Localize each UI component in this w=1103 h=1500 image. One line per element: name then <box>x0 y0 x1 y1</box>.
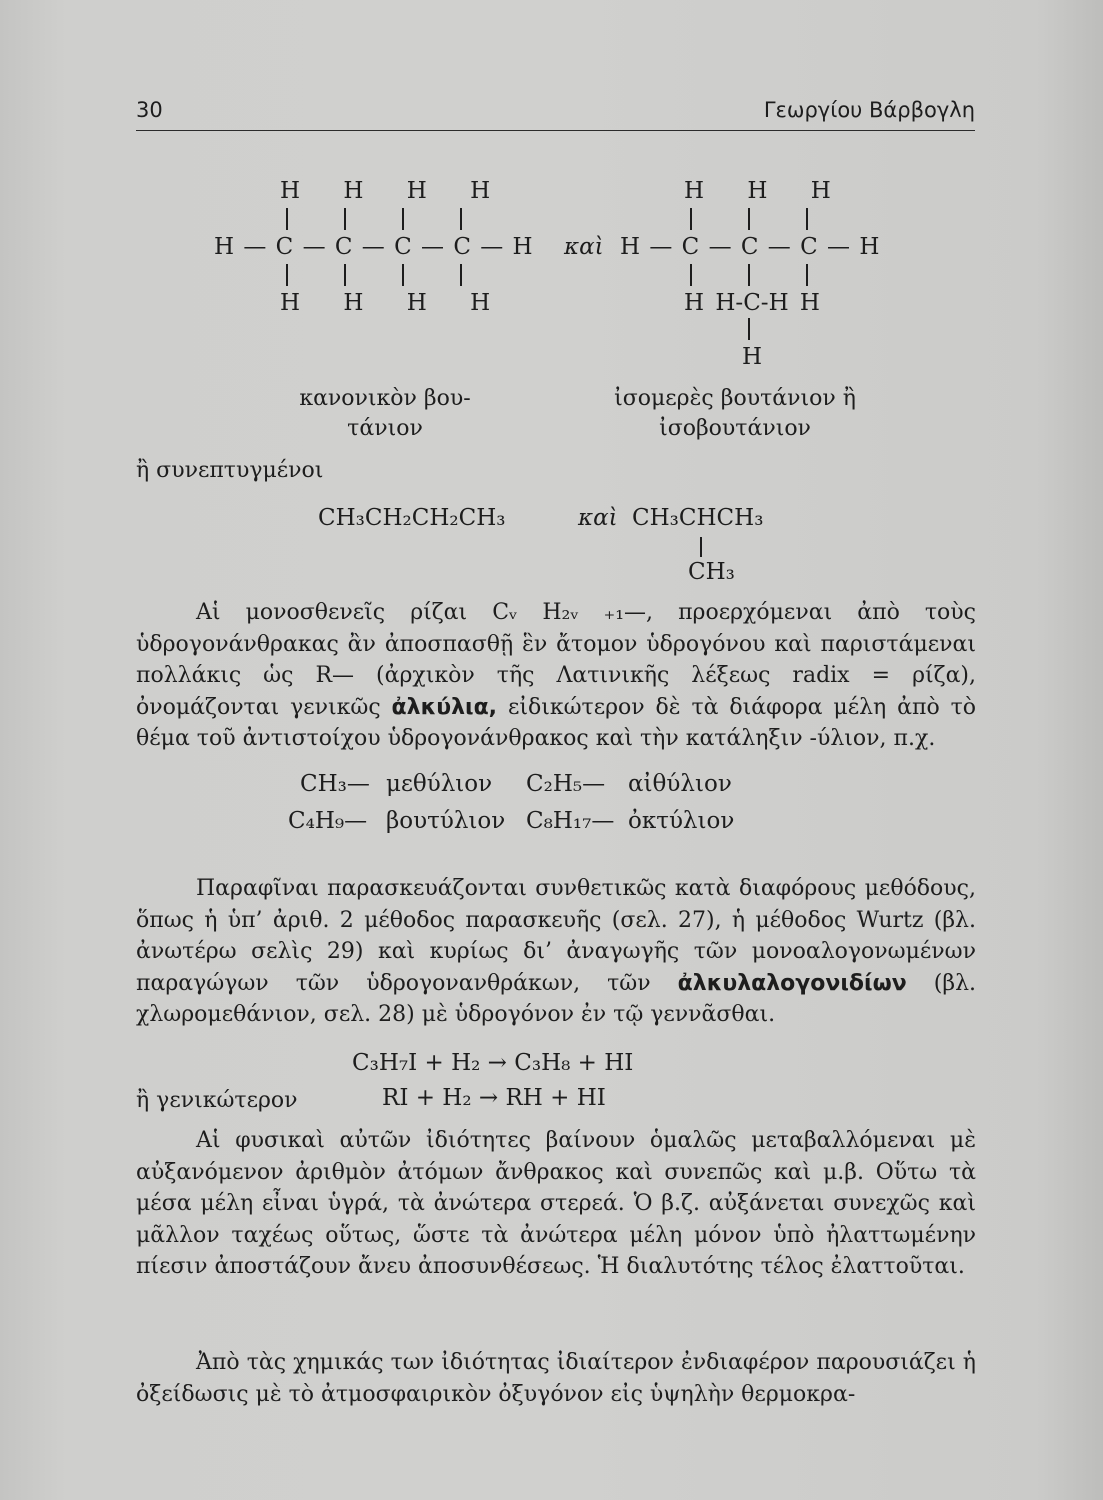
paragraph-text: (βλ. χλωρομεθάνιον, σελ. 28) μὲ ὑδρογόνον ἐν τῷ γεννᾶσθαι. <box>136 970 977 1027</box>
bond-line <box>806 208 808 230</box>
running-title: Γεωργίου Βάρβογλη <box>763 98 975 122</box>
isobutane-branch: CH₃ <box>688 559 735 585</box>
bond-line <box>286 208 288 230</box>
bond-line <box>344 208 346 230</box>
bond-line <box>460 264 462 286</box>
bond-line <box>700 537 702 557</box>
bond-line <box>286 264 288 286</box>
alkyl-name: αἰθύλιον <box>628 771 732 797</box>
condensed-joiner: καὶ <box>578 505 618 531</box>
paragraph-text: εἰδικώτερον δὲ τὰ διάφορα μέλη ἀπὸ τὸ θέμα τοῦ ἀντιστοίχου ὑδρογονάνθρακος καὶ τὴν κατάληξιν -ύλιον, π.χ. <box>136 694 976 751</box>
alkyl-formula: C₄H₉— <box>288 808 368 834</box>
alkyl-formula: CH₃— <box>300 771 370 797</box>
isobutane-top-hydrogens: H H H <box>684 178 831 204</box>
isobutane-bottom-row: H H-C-H H <box>684 290 820 316</box>
alkyl-name: ὀκτύλιον <box>628 808 735 834</box>
alkyl-name: μεθύλιον <box>386 771 493 797</box>
reaction-equation-1: C₃H₇I + H₂ → C₃H₈ + HI <box>352 1050 634 1076</box>
alkyl-formula: C₂H₅— <box>526 771 606 797</box>
paragraph-physical-properties <box>136 1125 976 1283</box>
alkyl-name: βουτύλιον <box>386 808 506 834</box>
bond-line <box>402 264 404 286</box>
paragraph-chemical-properties <box>136 1347 976 1410</box>
bond-line <box>402 208 404 230</box>
bond-line <box>344 264 346 286</box>
condensed-label: ἢ συνεπτυγμένοι <box>136 458 324 483</box>
isobutane-carbon-chain: H — C — C — C — H <box>620 234 880 260</box>
page-number: 30 <box>136 98 163 122</box>
bold-term: ἀλκύλια, <box>391 694 498 720</box>
paragraph-text: Παραφῖναι παρασκευάζονται συνθετικῶς κατὰ διαφόρους μεθόδους, ὅπως ἡ ὑπ’ ἀριθ. 2 μέθοδος παρασκευῆς (σελ. 27), ἡ μέθοδος Wurtz (βλ. ἀνωτέρω σελὶς 29) καὶ κυρίως δι’ ἀναγωγῆς τῶν μονοαλογονωμένων παραγώγων τῶν ὑδρογονανθράκων, τῶν <box>136 876 976 996</box>
isobutane-caption <box>600 384 870 444</box>
isobutane-branch-hydrogen: H <box>742 344 763 370</box>
bond-line <box>748 264 750 286</box>
bond-line <box>690 264 692 286</box>
caption-line: κανονικὸν βου- <box>299 386 471 411</box>
paragraph-text: Αἱ φυσικαὶ αὐτῶν ἰδιότητες βαίνουν ὁμαλῶς μεταβαλλόμεναι μὲ αὐξανόμενον ἀριθμὸν ἀτόμων ἄνθρακος καὶ συνεπῶς καὶ μ.β. Οὕτω τὰ μέσα μέλη εἶναι ὑγρά, τὰ ἀνώτερα στερεά. Ὁ β.ζ. αὐξάνεται συνεχῶς καὶ μᾶλλον ταχέως οὕτως, ὥστε τὰ ἀνώτερα μέλη μόνον ὑπὸ ἠλαττωμένην πίεσιν ἀποστάζουν ἄνευ ἀποσυνθέσεως. Ἡ διαλυτότης τέλος ἐλαττοῦται. <box>136 1128 976 1279</box>
paragraph-text: Ἀπὸ τὰς χημικάς των ἰδιότητας ἰδιαίτερον ἐνδιαφέρον παρουσιάζει ἡ ὀξείδωσις μὲ τὸ ἀτμοσφαιρικὸν ὀξυγόνον εἰς ὑψηλὴν θερμοκρα- <box>136 1350 976 1407</box>
reaction-equation-2: RI + H₂ → RH + HI <box>382 1085 606 1111</box>
butane-carbon-chain: H — C — C — C — C — H <box>214 234 533 260</box>
paragraph-preparation <box>136 873 976 1031</box>
paragraph-text: Αἱ μονοσθενεῖς ρίζαι Cᵥ H₂ᵥ ₊₁—, προερχόμεναι ἀπὸ τοὺς ὑδρογονάνθρακας ἂν ἀποσπασθῇ ἓν ἄτομον ὑδρογόνου καὶ παριστάμεναι πολλάκις ὡς R— (ἀρχικὸν τῆς Λατινικῆς λέξεως radix = ρίζα), ὀνομάζονται γενικῶς <box>136 600 976 720</box>
bond-line <box>748 208 750 230</box>
paragraph-alkyl-radicals <box>136 597 976 755</box>
butane-bottom-hydrogens: H H H H <box>280 290 491 316</box>
alkyl-formula: C₈H₁₇— <box>526 808 615 834</box>
bond-line <box>690 208 692 230</box>
caption-line: ἰσοβουτάνιον <box>659 416 811 441</box>
butane-caption <box>270 384 500 444</box>
structural-formulas <box>200 170 900 400</box>
general-label: ἢ γενικώτερον <box>136 1088 298 1113</box>
bond-line <box>748 318 750 340</box>
caption-line: ἰσομερὲς βουτάνιον ἢ <box>614 386 856 411</box>
structures-joiner: καὶ <box>564 234 604 260</box>
bold-term: ἀλκυλαλογονιδίων <box>677 970 907 996</box>
caption-line: τάνιον <box>347 416 423 441</box>
butane-top-hydrogens: H H H H <box>280 178 491 204</box>
butane-condensed-formula: CH₃CH₂CH₂CH₃ <box>318 505 506 531</box>
bond-line <box>806 264 808 286</box>
bond-line <box>460 208 462 230</box>
page-header <box>136 96 975 131</box>
isobutane-condensed-formula: CH₃CHCH₃ <box>632 505 764 531</box>
